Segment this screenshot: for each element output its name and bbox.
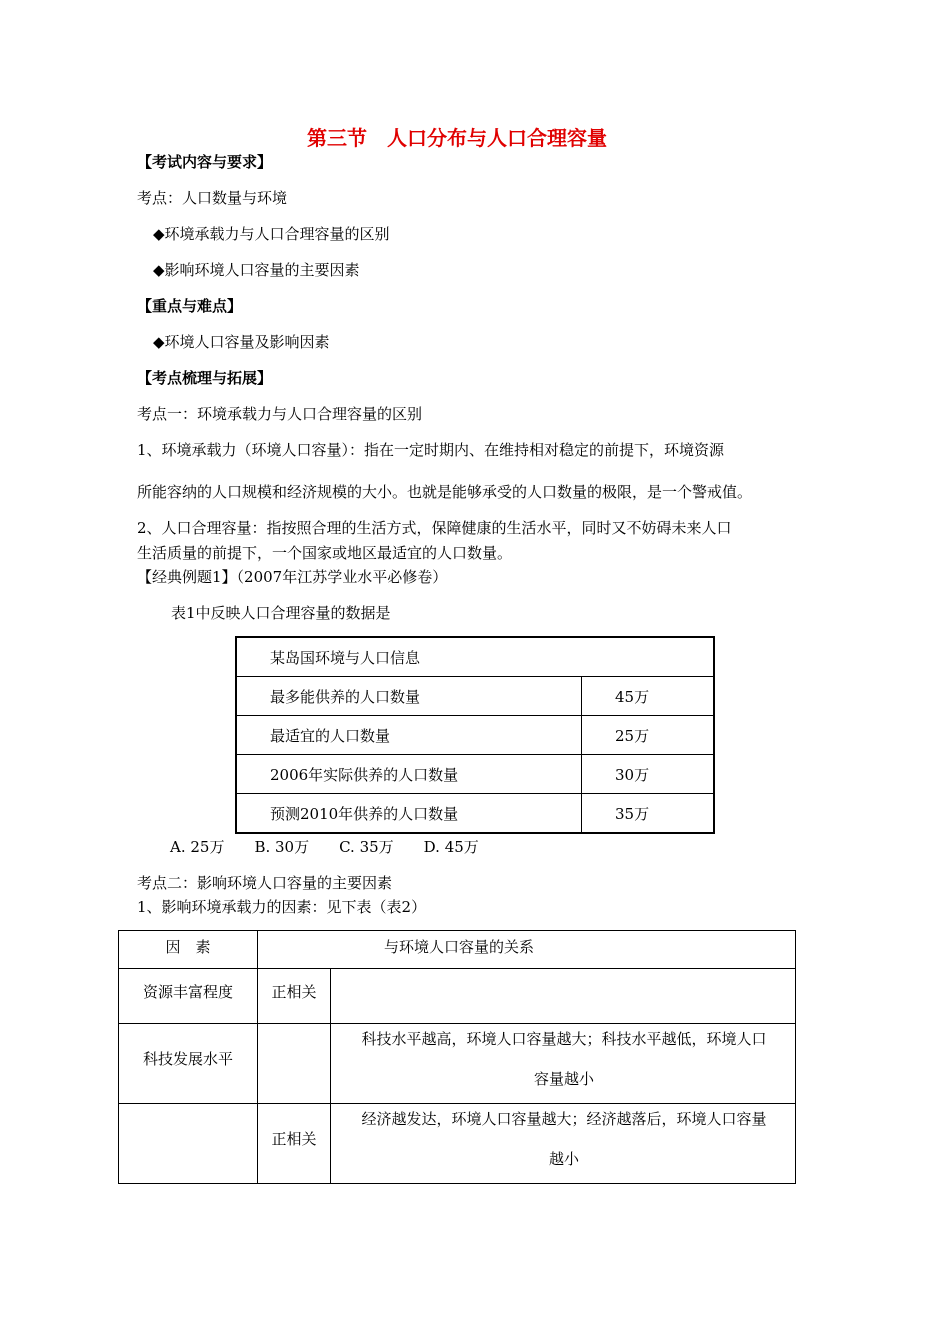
table-row bbox=[236, 677, 714, 716]
table-row bbox=[236, 716, 714, 755]
table-row bbox=[236, 637, 714, 677]
paragraph2-line1: 2、人口合理容量：指按照合理的生活方式，保障健康的生活水平，同时又不妨碍未来人口 bbox=[137, 519, 732, 537]
table2-header-relation: 与环境人口容量的关系 bbox=[258, 931, 796, 969]
paragraph1-line1: 1、环境承载力（环境人口容量）：指在一定时期内、在维持相对稳定的前提下，环境资源 bbox=[137, 441, 725, 459]
table-row bbox=[236, 755, 714, 794]
question-text: 表1中反映人口合理容量的数据是 bbox=[171, 604, 391, 622]
table2-description bbox=[331, 1104, 796, 1184]
kaodian2-text: 考点二：影响环境人口容量的主要因素 bbox=[137, 874, 393, 892]
table1-label: 2006年实际供养的人口数量 bbox=[236, 755, 582, 794]
table2-desc-line: 容量越小 bbox=[533, 1070, 594, 1088]
table-1 bbox=[235, 636, 715, 834]
table-row bbox=[119, 969, 796, 1024]
kaodian1-text: 考点一：环境承载力与人口合理容量的区别 bbox=[137, 405, 423, 423]
table2-factor: 科技发展水平 bbox=[119, 1024, 258, 1104]
table1-label: 最多能供养的人口数量 bbox=[236, 677, 582, 716]
table2-desc-line: 越小 bbox=[548, 1150, 579, 1168]
table-row bbox=[119, 1024, 796, 1104]
table1-label: 最适宜的人口数量 bbox=[236, 716, 582, 755]
table2-correlation: 正相关 bbox=[258, 969, 331, 1024]
table1-value: 25万 bbox=[582, 716, 715, 755]
table1-value: 45万 bbox=[582, 677, 715, 716]
review-heading: 【考点梳理与拓展】 bbox=[137, 369, 273, 387]
answer-options: A. 25万 B. 30万 C. 35万 D. 45万 bbox=[170, 838, 479, 856]
table1-header: 某岛国环境与人口信息 bbox=[236, 637, 714, 677]
table2-correlation bbox=[258, 1024, 331, 1104]
table2-desc-line: 科技水平越高，环境人口容量越大；科技水平越低，环境人口 bbox=[361, 1030, 767, 1048]
table1-value: 30万 bbox=[582, 755, 715, 794]
paragraph2-line2: 生活质量的前提下，一个国家或地区最适宜的人口数量。 bbox=[137, 544, 513, 562]
table-row bbox=[119, 1104, 796, 1184]
table2-correlation: 正相关 bbox=[258, 1104, 331, 1184]
factor-intro: 1、影响环境承载力的因素：见下表（表2） bbox=[137, 898, 427, 916]
example-heading: 【经典例题1】（2007年江苏学业水平必修卷） bbox=[137, 568, 448, 586]
table-row bbox=[236, 794, 714, 834]
kaodian-text: 考点：人口数量与环境 bbox=[137, 189, 288, 207]
table2-description bbox=[331, 1024, 796, 1104]
table1-label: 预测2010年供养的人口数量 bbox=[236, 794, 582, 834]
exam-requirements-heading: 【考试内容与要求】 bbox=[137, 153, 273, 171]
paragraph1-line2: 所能容纳的人口规模和经济规模的大小。也就是能够承受的人口数量的极限，是一个警戒值。 bbox=[137, 483, 753, 501]
table2-desc-line: 经济越发达，环境人口容量越大；经济越落后，环境人口容量 bbox=[361, 1110, 767, 1128]
table1-value: 35万 bbox=[582, 794, 715, 834]
table-2 bbox=[118, 930, 796, 1184]
page-title: 第三节 人口分布与人口合理容量 bbox=[307, 126, 607, 150]
bullet-item-3: ◆环境人口容量及影响因素 bbox=[153, 333, 330, 351]
table2-header-factor: 因 素 bbox=[119, 931, 258, 969]
key-points-heading: 【重点与难点】 bbox=[137, 297, 243, 315]
bullet-item-1: ◆环境承载力与人口合理容量的区别 bbox=[153, 225, 390, 243]
table-row bbox=[119, 931, 796, 969]
table2-factor: 资源丰富程度 bbox=[119, 969, 258, 1024]
table2-description bbox=[331, 969, 796, 1024]
table2-factor bbox=[119, 1104, 258, 1184]
bullet-item-2: ◆影响环境人口容量的主要因素 bbox=[153, 261, 360, 279]
